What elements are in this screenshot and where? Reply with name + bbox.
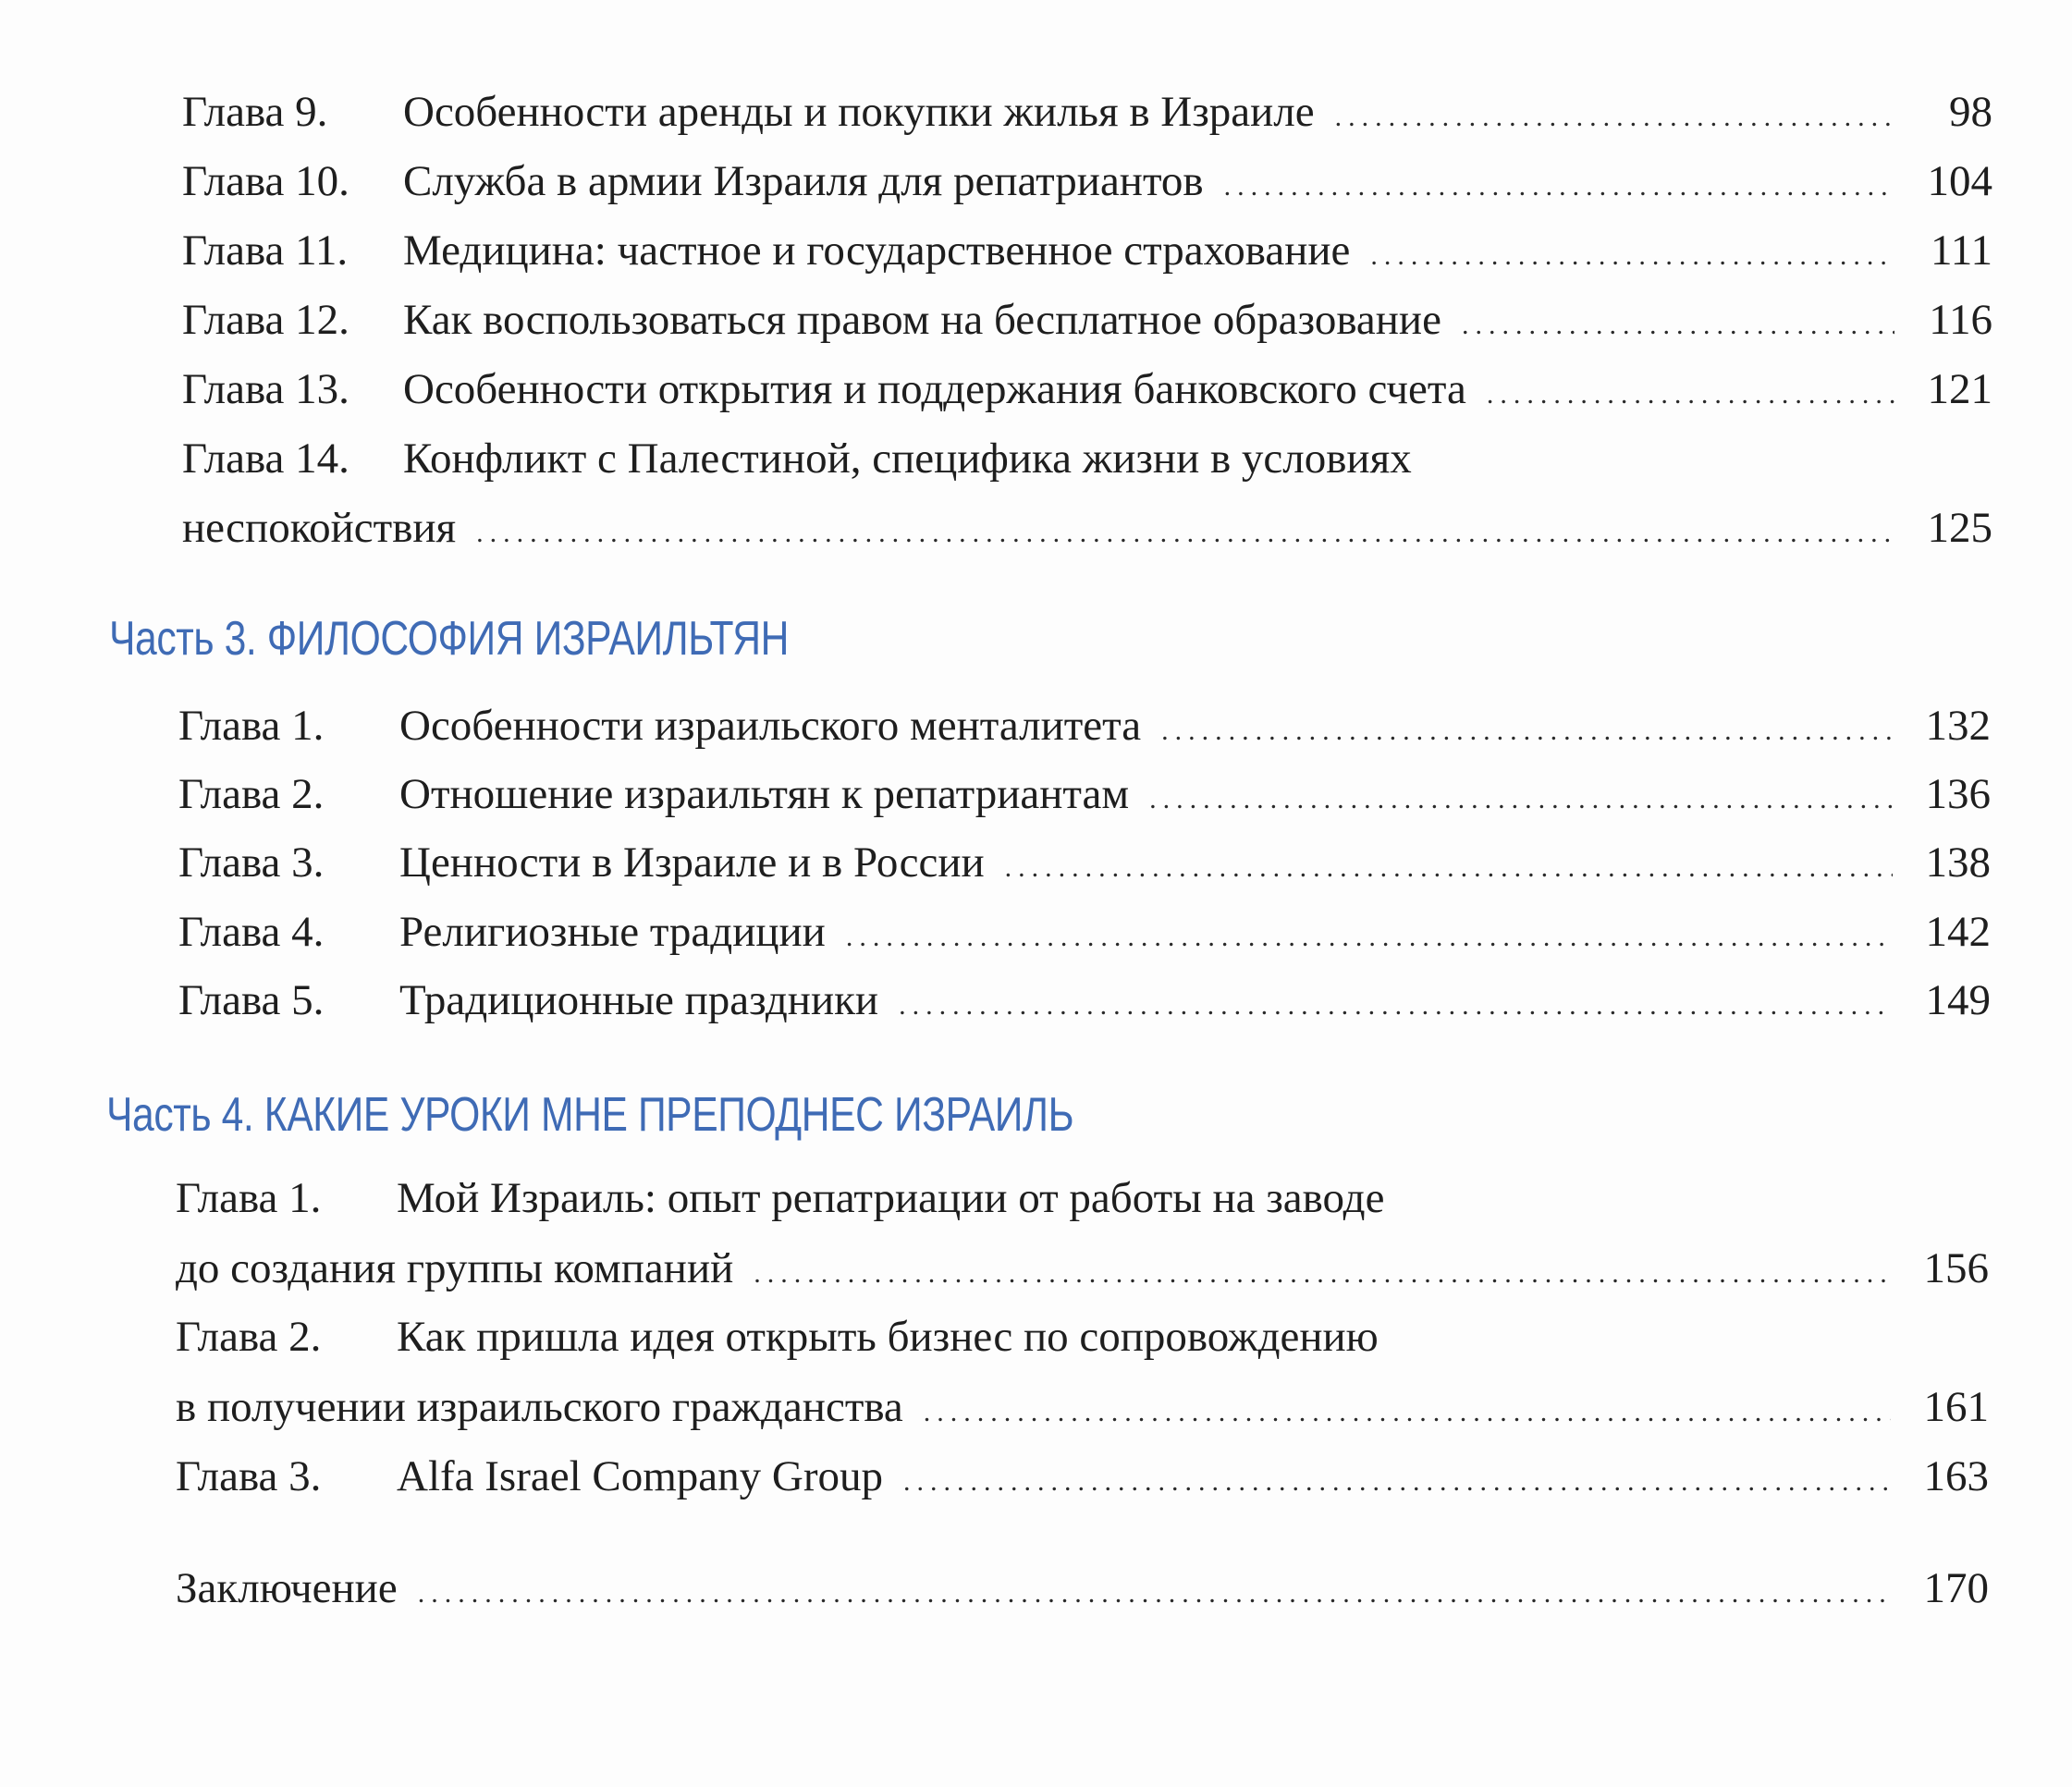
part-heading[interactable]: Часть 4. КАКИЕ УРОКИ МНЕ ПРЕПОДНЕС ИЗРАИЛЬ [106, 1088, 1074, 1142]
toc-entry-ch11[interactable] [182, 226, 1992, 275]
toc-entry-p4-ch2-continued[interactable] [176, 1383, 1989, 1431]
toc-entry-conclusion[interactable] [176, 1564, 1989, 1612]
chapter-title: Мой Израиль: опыт репатриации от работы на заводе [397, 1174, 1385, 1222]
chapter-label: Глава 1. [176, 1174, 322, 1222]
toc-entry-p4-ch1-continued[interactable] [176, 1244, 1989, 1292]
toc-entry-p3-ch1[interactable] [178, 704, 1991, 748]
chapter-title: Особенности аренды и покупки жилья в Израиле [403, 88, 1315, 136]
chapter-label: Глава 10. [182, 157, 349, 205]
chapter-title-continued: неспокойствия [182, 504, 457, 552]
chapter-title: Как пришла идея открыть бизнес по сопровождению [397, 1313, 1379, 1361]
chapter-label: Глава 11. [182, 226, 349, 275]
chapter-title: Ценности в Израиле и в России [399, 838, 985, 887]
chapter-label: Глава 14. [182, 435, 349, 483]
dot-leader [1005, 854, 1893, 882]
dot-leader [1224, 173, 1894, 201]
dot-leader [1462, 312, 1894, 339]
page-number: 142 [1925, 908, 1991, 956]
dot-leader [899, 992, 1893, 1020]
page-number: 149 [1925, 976, 1991, 1024]
dot-leader [1487, 381, 1894, 409]
dot-leader [924, 1399, 1891, 1426]
dot-leader [903, 1468, 1891, 1496]
page-number: 111 [1930, 226, 1992, 275]
toc-entry-p4-ch1[interactable] [176, 1174, 1989, 1222]
chapter-label: Глава 4. [178, 908, 325, 956]
page-number: 132 [1925, 702, 1991, 750]
chapter-label: Глава 2. [176, 1313, 322, 1361]
chapter-label: Глава 12. [182, 296, 349, 344]
chapter-label: Глава 13. [182, 365, 349, 413]
toc-entry-p3-ch5[interactable] [178, 976, 1991, 1024]
dot-leader [1370, 242, 1894, 270]
page-number: 121 [1927, 365, 1992, 413]
toc-entry-ch10[interactable] [182, 157, 1992, 205]
page-number: 125 [1927, 504, 1992, 552]
chapter-label: Глава 5. [178, 976, 325, 1024]
chapter-title: Медицина: частное и государственное страхование [403, 226, 1351, 275]
toc-entry-p3-ch4[interactable] [178, 908, 1991, 956]
page-number: 161 [1923, 1383, 1989, 1431]
toc-entry-ch13[interactable] [182, 365, 1992, 413]
page-number: 156 [1923, 1244, 1989, 1292]
toc-entry-ch12[interactable] [182, 296, 1992, 344]
page-number: 104 [1927, 157, 1992, 205]
dot-leader [418, 1580, 1891, 1608]
page-number: 116 [1929, 296, 1992, 344]
toc-entry-p4-ch2[interactable] [176, 1313, 1989, 1361]
page-number: 98 [1949, 88, 1992, 136]
toc-entry-p3-ch3[interactable] [178, 838, 1991, 887]
chapter-title: Как воспользоваться правом на бесплатное образование [403, 296, 1441, 344]
chapter-label: Глава 2. [178, 770, 325, 818]
dot-leader [1149, 786, 1893, 814]
dot-leader [846, 924, 1893, 951]
chapter-label: Глава 3. [176, 1452, 322, 1500]
page-number: 138 [1925, 838, 1991, 887]
chapter-title: Alfa Israel Company Group [397, 1452, 883, 1500]
chapter-title: Особенности израильского менталитета [399, 702, 1142, 750]
chapter-title-continued: в получении израильского гражданства [176, 1383, 903, 1431]
dot-leader [476, 520, 1894, 547]
page-number: 136 [1925, 770, 1991, 818]
toc-entry-ch14[interactable] [182, 437, 1992, 481]
chapter-title: Конфликт с Палестиной, специфика жизни в условиях [403, 435, 1412, 483]
dot-leader [1161, 717, 1893, 745]
toc-entry-p4-ch3[interactable] [176, 1452, 1989, 1500]
page-number: 163 [1923, 1452, 1989, 1500]
chapter-label: Глава 3. [178, 838, 325, 887]
toc-entry-ch14-continued[interactable] [182, 504, 1992, 552]
dot-leader [754, 1260, 1891, 1288]
chapter-label: Глава 9. [182, 88, 328, 136]
conclusion-title: Заключение [176, 1564, 398, 1612]
chapter-label: Глава 1. [178, 702, 325, 750]
chapter-title: Служба в армии Израиля для репатриантов [403, 157, 1204, 205]
toc-entry-p3-ch2[interactable] [178, 770, 1991, 818]
page-number: 170 [1923, 1564, 1989, 1612]
chapter-title: Религиозные традиции [399, 908, 826, 956]
chapter-title-continued: до создания группы компаний [176, 1244, 734, 1292]
toc-entry-ch9[interactable] [182, 88, 1992, 136]
dot-leader [1335, 104, 1894, 131]
chapter-title: Особенности открытия и поддержания банковского счета [403, 365, 1466, 413]
chapter-title: Традиционные праздники [399, 976, 879, 1024]
chapter-title: Отношение израильтян к репатриантам [399, 770, 1130, 818]
part-heading[interactable]: Часть 3. ФИЛОСОФИЯ ИЗРАИЛЬТЯН [109, 612, 789, 666]
